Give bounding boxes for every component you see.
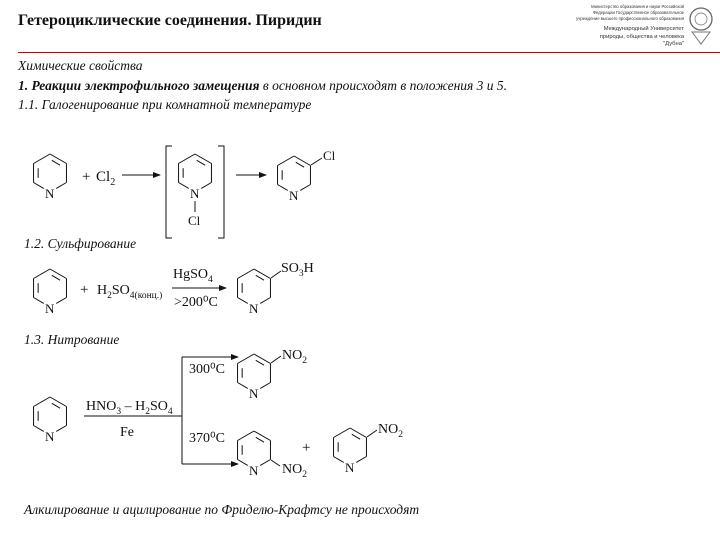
ring-bond <box>179 183 189 189</box>
ring-bond <box>50 269 66 279</box>
2-nitropyridine-ring <box>238 431 271 478</box>
ring-bond <box>278 156 294 166</box>
plus-sign: + <box>302 440 311 456</box>
ring-bond <box>34 154 50 164</box>
ring-bond <box>238 354 254 364</box>
ring-bond <box>260 298 270 304</box>
ring-nitrogen-label: N <box>345 460 355 475</box>
ring-nitrogen-label: N <box>190 186 200 201</box>
ring-bond <box>56 298 66 304</box>
ring-nitrogen-label: N <box>249 301 259 316</box>
point-1: 1. Реакции электрофильного замещения в основном происходят в положения 3 и 5. <box>18 78 508 93</box>
ring-nitrogen-label: N <box>249 463 259 478</box>
ring-bond <box>300 185 310 191</box>
nitration-reaction <box>34 348 404 480</box>
ring-nitrogen-label: N <box>249 386 259 401</box>
plus-sign: + <box>82 169 91 185</box>
ring-bond <box>238 383 248 389</box>
c-cl-bond <box>311 158 322 165</box>
nitro-group: $NO_2$ <box>282 348 307 366</box>
ring-nitrogen-label: N <box>45 429 55 444</box>
pyridine-ring <box>34 269 67 316</box>
ring-bond <box>254 269 270 279</box>
ring-bond <box>254 431 270 441</box>
3-nitropyridine-ring <box>238 354 271 401</box>
pyridine-ring <box>34 154 67 201</box>
reagent-h2so4: $H_2SO_{4(конц.)}$ <box>97 283 163 301</box>
reagent-nitrating-mixture: $HNO_3 - H_2SO_4$ <box>86 399 173 417</box>
ring-bond <box>34 269 50 279</box>
nitro-group: $NO_2$ <box>378 422 403 440</box>
ring-bond <box>52 160 60 165</box>
ring-bond <box>256 437 264 442</box>
n-chloropyridinium-ring <box>179 154 212 201</box>
catalyst-fe: Fe <box>120 425 134 440</box>
c-s-bond <box>271 271 281 278</box>
bracket-right <box>218 146 224 238</box>
ring-nitrogen-label: N <box>45 301 55 316</box>
ring-bond <box>34 426 44 432</box>
ring-bond <box>294 156 310 166</box>
ring-bond <box>238 431 254 441</box>
ring-bond <box>260 383 270 389</box>
footer-note: Алкилирование и ацилирование по Фриделю-Крафтсу не происходят <box>24 502 420 517</box>
ring-bond <box>356 457 366 463</box>
ring-bond <box>238 298 248 304</box>
logo-ministry-text: Министерство образования и науки Российской Федерации Государственное образовательное учреждение высшего профессионального образования <box>576 4 684 21</box>
reagent-cl2: Cl <box>96 169 111 185</box>
ring-bond <box>256 360 264 365</box>
ring-bond <box>34 183 44 189</box>
ring-nitrogen-label: N <box>289 188 299 203</box>
pyridine-3-sulfonic-acid-ring <box>238 269 271 316</box>
ring-bond <box>52 275 60 280</box>
ring-bond <box>334 457 344 463</box>
ring-bond <box>296 162 304 167</box>
point-1-2: 1.2. Сульфирование <box>24 236 137 251</box>
ring-bond <box>350 428 366 438</box>
halogenation-reaction <box>34 146 336 238</box>
upper-temperature: 300⁰C <box>189 362 225 377</box>
product-cl: Cl <box>323 148 336 163</box>
sulfonation-reaction <box>34 261 314 316</box>
section-heading: Химические свойства <box>18 58 143 73</box>
point-1-1: 1.1. Галогенирование при комнатной температуре <box>18 97 312 112</box>
pyridine-ring <box>34 397 67 444</box>
ring-bond <box>56 183 66 189</box>
ring-bond <box>238 269 254 279</box>
ring-bond <box>56 426 66 432</box>
plus-sign: + <box>80 282 89 298</box>
ring-bond <box>334 428 350 438</box>
page-title: Гетероциклические соединения. Пиридин <box>18 12 322 29</box>
ring-bond <box>195 154 211 164</box>
ring-bond <box>260 460 270 466</box>
ring-bond <box>34 298 44 304</box>
lower-temperature: 370⁰C <box>189 431 225 446</box>
ring-bond <box>50 397 66 407</box>
point-1-3: 1.3. Нитрование <box>24 332 120 347</box>
ring-bond <box>179 154 195 164</box>
c-n-bond <box>271 356 281 363</box>
ring-bond <box>278 185 288 191</box>
ring-bond <box>254 354 270 364</box>
intermediate-cl: Cl <box>188 213 201 228</box>
catalyst-hgso4: HgSO$_4$ <box>173 267 213 285</box>
ring-bond <box>197 160 205 165</box>
nitro-group: $NO_2$ <box>282 462 307 480</box>
bracket-left <box>166 146 172 238</box>
ring-nitrogen-label: N <box>45 186 55 201</box>
temperature-label: >200⁰C <box>174 295 218 310</box>
sulfo-group: $SO_3H$ <box>281 261 314 279</box>
3-chloropyridine-ring <box>278 156 311 203</box>
logo-university-name: Международный Университет природы, общества и человека "Дубна" <box>599 26 684 47</box>
ring-bond <box>238 460 248 466</box>
svg-text:Cl2: $Cl_2$ <box>96 169 116 188</box>
ring-bond <box>52 403 60 408</box>
c-n-bond <box>271 460 280 466</box>
ring-bond <box>34 397 50 407</box>
c-n-bond <box>367 430 377 437</box>
ring-bond <box>256 275 264 280</box>
ring-bond <box>50 154 66 164</box>
ring-bond <box>201 183 211 189</box>
3-nitropyridine-ring <box>334 428 367 475</box>
ring-bond <box>352 434 360 439</box>
